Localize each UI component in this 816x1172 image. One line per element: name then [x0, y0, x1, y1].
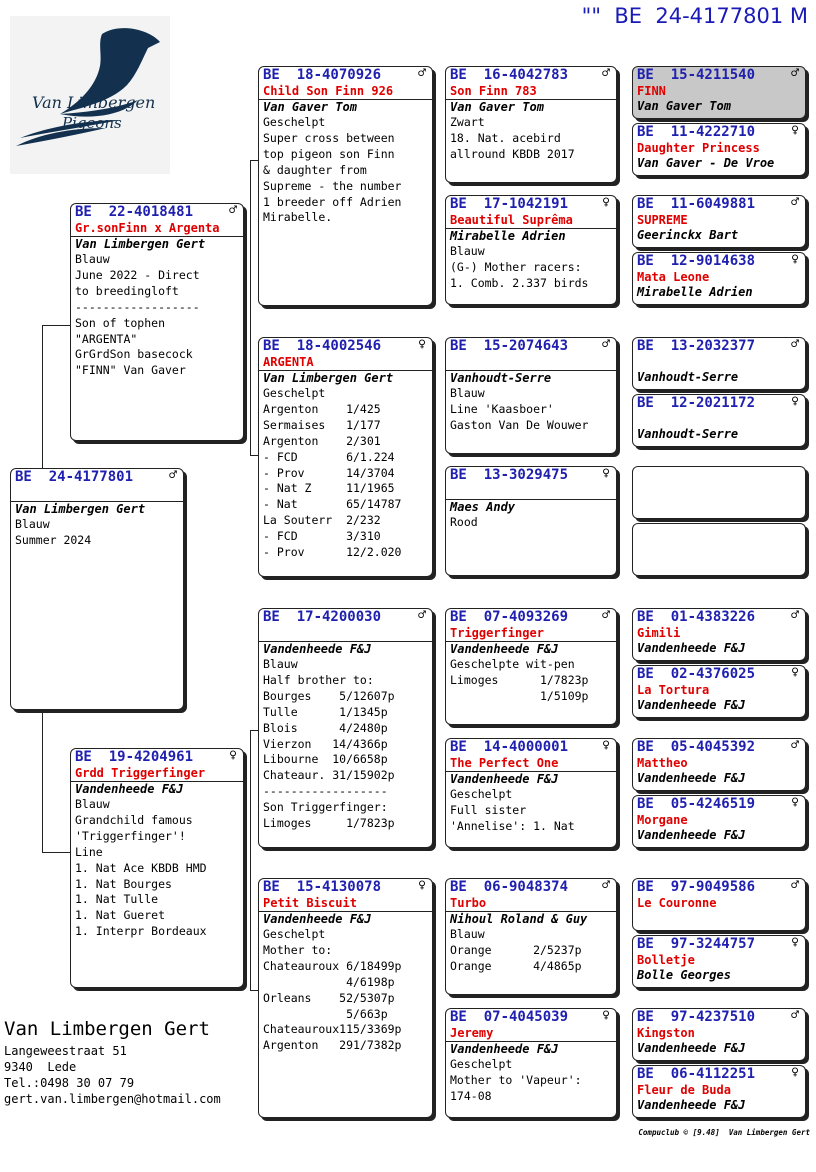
male-icon: ♂ [602, 878, 610, 893]
owner: Mirabelle Adrien [637, 285, 753, 299]
pigeon-info: Blauw Line 'Kaasboer' Gaston Van De Wouwer [450, 386, 589, 432]
pigeon-logo-icon [10, 16, 170, 174]
pigeon-name: Fleur de Buda [637, 1083, 731, 1097]
pigeon-name: Mattheo [637, 756, 688, 770]
pigeon-card-gen3-7[interactable] [445, 878, 617, 995]
pigeon-name: Grdd Triggerfinger [71, 766, 243, 782]
owner: Vandenheede F&J [450, 642, 559, 656]
connector [250, 730, 258, 731]
ring-number: BE 12-2021172 ♀ [637, 394, 799, 411]
owner: Van Limbergen Gert [15, 502, 146, 516]
owner: Vanhoudt-Serre [637, 427, 739, 441]
ring-number: BE 11-4222710 ♀ [637, 123, 799, 140]
pigeon-name: Mata Leone [637, 270, 710, 284]
connector [42, 325, 43, 468]
pigeon-info: Geschelpt Full sister 'Annelise': 1. Nat [450, 787, 575, 833]
pigeon-name [633, 412, 805, 427]
owner: Vandenheede F&J [450, 772, 559, 786]
pigeon-info: Blauw Grandchild famous 'Triggerfinger'! Line 1. Nat Ace KBDB HMD 1. Nat Bourges 1. Nat Tulle 1. Nat Gueret 1. Interpr Bordeaux [75, 797, 207, 939]
ring-number: BE 01-4383226 ♂ [637, 608, 799, 625]
ring-number: BE 06-9048374 ♂ [450, 878, 610, 895]
pigeon-card-gen4-16[interactable] [632, 1065, 806, 1118]
pigeon-name: Son Finn 783 [446, 84, 616, 100]
ring-number: BE 02-4376025 ♀ [637, 665, 799, 682]
pigeon-card-gen4-12[interactable] [632, 795, 806, 848]
male-icon: ♂ [602, 66, 610, 81]
ring-number: BE 18-4070926 ♂ [263, 66, 426, 83]
pigeon-card-gen4-15[interactable] [632, 1008, 806, 1061]
pigeon-name: Jeremy [446, 1026, 616, 1042]
connector [42, 325, 70, 326]
connector [250, 730, 251, 990]
connector [250, 160, 251, 455]
male-icon: ♂ [791, 66, 799, 81]
pigeon-info: Blauw Orange 2/5237p Orange 4/4865p [450, 927, 582, 973]
pigeon-card-gen4-11[interactable] [632, 738, 806, 791]
owner: Nihoul Roland & Guy [450, 912, 588, 926]
pigeon-info: Geschelpt Super cross between top pigeon son Finn & daughter from Supreme - the number 1 breeder off Adrien Mirabelle. [263, 115, 402, 225]
pigeon-card-dam-sire[interactable] [258, 608, 433, 848]
pigeon-name: Le Couronne [637, 896, 717, 910]
pigeon-card-gen4-2[interactable] [632, 123, 806, 176]
owner: Vandenheede F&J [637, 1098, 746, 1112]
pigeon-card-subject[interactable] [10, 468, 184, 710]
female-icon: ♀ [602, 195, 610, 210]
pigeon-name [633, 355, 805, 370]
pigeon-card-dam-dam[interactable] [258, 878, 433, 1118]
pigeon-name: Beautiful Suprêma [446, 213, 616, 229]
owner: Van Limbergen Gert [263, 371, 394, 385]
owner: Vandenheede F&J [637, 1041, 746, 1055]
pigeon-info: Rood [450, 515, 478, 529]
pigeon-info: Geschelpte wit-pen Limoges 1/7823p 1/5109p [450, 657, 589, 703]
pigeon-card-gen3-4[interactable] [445, 466, 617, 576]
owner: Bolle Georges [637, 968, 731, 982]
male-icon: ♂ [791, 337, 799, 352]
ring-number: BE 19-4204961 ♀ [75, 748, 237, 765]
pigeon-name: Gr.sonFinn x Argenta [71, 221, 243, 237]
female-icon: ♀ [791, 795, 799, 810]
female-icon: ♀ [791, 935, 799, 950]
male-icon: ♂ [791, 878, 799, 893]
pigeon-name: Daughter Princess [637, 141, 760, 155]
pigeon-card-sire[interactable] [70, 203, 244, 441]
female-icon: ♀ [602, 738, 610, 753]
connector [250, 160, 258, 161]
pigeon-name: Gimili [637, 626, 681, 640]
ring-number: BE 06-4112251 ♀ [637, 1065, 799, 1082]
female-icon: ♀ [791, 1065, 799, 1080]
female-icon: ♀ [602, 1008, 610, 1023]
ring-number: BE 14-4000001 ♀ [450, 738, 610, 755]
svg-text:Van Limbergen: Van Limbergen [32, 93, 156, 112]
owner: Van Gaver - De Vroe [637, 156, 775, 170]
connector [42, 852, 70, 853]
female-icon: ♀ [418, 337, 426, 352]
owner: Vandenheede F&J [637, 828, 746, 842]
owner: Van Limbergen Gert [75, 237, 206, 251]
female-icon: ♀ [791, 123, 799, 138]
pigeon-name [11, 486, 183, 502]
pigeon-name [259, 626, 432, 642]
connector [250, 455, 258, 456]
pigeon-card-gen4-3[interactable] [632, 195, 806, 248]
owner: Vandenheede F&J [263, 642, 372, 656]
ring-number: BE 15-4211540 ♂ [637, 66, 799, 83]
pigeon-card-gen4-1[interactable] [632, 66, 806, 119]
pigeon-info: Blauw (G-) Mother racers: 1. Comb. 2.337 birds [450, 244, 589, 290]
pigeon-info: Blauw Half brother to: Bourges 5/12607p Tulle 1/1345p Blois 4/2480p Vierzon 14/4366p Libourne 10/6658p Chateaur. 31/15902p ------------------ Son Triggerfinger: Limoges 1/7823p [263, 657, 395, 831]
pigeon-name: Child Son Finn 926 [259, 84, 432, 100]
ring-number: BE 22-4018481 ♂ [75, 203, 237, 220]
male-icon: ♂ [791, 1008, 799, 1023]
pigeon-name [446, 355, 616, 371]
owner: Vanhoudt-Serre [450, 371, 552, 385]
male-icon: ♂ [418, 66, 426, 81]
owner: Vandenheede F&J [75, 782, 184, 796]
pigeon-card-gen4-5[interactable] [632, 337, 806, 390]
ring-number: BE 12-9014638 ♀ [637, 252, 799, 269]
ring-number: BE 16-4042783 ♂ [450, 66, 610, 83]
ring-number: BE 18-4002546 ♀ [263, 337, 426, 354]
pigeon-card-gen4-7-empty[interactable] [632, 466, 806, 519]
owner: Mirabelle Adrien [450, 229, 566, 243]
ring-number: BE 17-4200030 ♂ [263, 608, 426, 625]
male-icon: ♂ [169, 468, 177, 483]
software-credit: Compuclub © [9.48] Van Limbergen Gert [638, 1128, 810, 1137]
pigeon-name: Turbo [446, 896, 616, 912]
pigeon-info: Geschelpt Mother to 'Vapeur': 174-08 [450, 1057, 582, 1103]
pigeon-info: Blauw Summer 2024 [15, 517, 92, 547]
pigeon-name: Bolletje [637, 953, 695, 967]
pigeon-card-gen4-10[interactable] [632, 665, 806, 718]
pigeon-card-gen3-5[interactable] [445, 608, 617, 725]
pigeon-card-gen3-1[interactable] [445, 66, 617, 183]
male-icon: ♂ [602, 337, 610, 352]
ring-number: BE 05-4246519 ♀ [637, 795, 799, 812]
pigeon-name: Triggerfinger [446, 626, 616, 642]
connector [250, 990, 258, 991]
pigeon-name: ARGENTA [259, 355, 432, 371]
ring-number: BE 07-4045039 ♀ [450, 1008, 610, 1025]
pigeon-name: Kingston [637, 1026, 695, 1040]
pigeon-name: Petit Biscuit [259, 896, 432, 912]
pigeon-card-gen4-4[interactable] [632, 252, 806, 305]
logo [10, 16, 170, 174]
pigeon-name: The Perfect One [446, 756, 616, 772]
male-icon: ♂ [791, 608, 799, 623]
pigeon-card-gen4-6[interactable] [632, 394, 806, 447]
owner: Vandenheede F&J [637, 698, 746, 712]
breeder-name: Van Limbergen Gert [4, 1018, 210, 1040]
female-icon: ♀ [791, 665, 799, 680]
female-icon: ♀ [791, 252, 799, 267]
pigeon-name: FINN [637, 84, 666, 98]
female-icon: ♀ [229, 748, 237, 763]
ring-number: BE 97-3244757 ♀ [637, 935, 799, 952]
pigeon-info: Geschelpt Mother to: Chateauroux 6/18499p 4/6198p Orleans 52/5307p 5/663p Chateauroux115/3369p Argenton 291/7382p [263, 927, 402, 1053]
pigeon-card-dam[interactable] [70, 748, 244, 988]
pigeon-card-gen4-8-empty[interactable] [632, 523, 806, 576]
male-icon: ♂ [418, 608, 426, 623]
ring-number: BE 07-4093269 ♂ [450, 608, 610, 625]
pedigree-title: "" BE 24-4177801 M [581, 4, 808, 28]
pigeon-card-gen4-13[interactable] [632, 878, 806, 931]
pigeon-card-gen3-3[interactable] [445, 337, 617, 454]
male-icon: ♂ [791, 738, 799, 753]
owner: Van Gaver Tom [637, 99, 731, 113]
pigeon-card-gen3-2[interactable] [445, 195, 617, 305]
pigeon-info: Zwart 18. Nat. acebird allround KBDB 2017 [450, 115, 575, 161]
male-icon: ♂ [791, 195, 799, 210]
owner: Vandenheede F&J [637, 771, 746, 785]
female-icon: ♀ [602, 466, 610, 481]
ring-number: BE 15-2074643 ♂ [450, 337, 610, 354]
pigeon-card-gen4-14[interactable] [632, 935, 806, 988]
pigeon-name [446, 484, 616, 500]
breeder-address: Langeweestraat 51 [4, 1044, 127, 1058]
pigeon-name: La Tortura [637, 683, 710, 697]
pigeon-card-gen4-9[interactable] [632, 608, 806, 661]
pigeon-card-sire-sire[interactable] [258, 66, 433, 306]
ring-number: BE 13-2032377 ♂ [637, 337, 799, 354]
ring-number: BE 97-9049586 ♂ [637, 878, 799, 895]
pigeon-card-gen3-8[interactable] [445, 1008, 617, 1118]
owner: Geerinckx Bart [637, 228, 739, 242]
owner: Vanhoudt-Serre [637, 370, 739, 384]
ring-number: BE 24-4177801 ♂ [15, 468, 177, 485]
ring-number: BE 97-4237510 ♂ [637, 1008, 799, 1025]
pigeon-info: Blauw June 2022 - Direct to breedingloft ------------------ Son of tophen "ARGENTA" GrGrdSon basecock "FINN" Van Gaver [75, 252, 200, 378]
breeder-city: 9340 Lede [4, 1060, 77, 1074]
pigeon-name: Morgane [637, 813, 688, 827]
pigeon-name: SUPREME [637, 213, 688, 227]
connector [42, 710, 43, 852]
pigeon-card-sire-dam[interactable] [258, 337, 433, 577]
male-icon: ♂ [229, 203, 237, 218]
ring-number: BE 17-1042191 ♀ [450, 195, 610, 212]
pigeon-card-gen3-6[interactable] [445, 738, 617, 848]
male-icon: ♂ [602, 608, 610, 623]
owner: Van Gaver Tom [263, 100, 357, 114]
ring-number: BE 05-4045392 ♂ [637, 738, 799, 755]
owner: Vandenheede F&J [450, 1042, 559, 1056]
ring-number: BE 11-6049881 ♂ [637, 195, 799, 212]
pigeon-info: Geschelpt Argenton 1/425 Sermaises 1/177 Argenton 2/301 - FCD 6/1.224 - Prov 14/3704 - Nat Z 11/1965 - Nat 65/14787 La Souterr 2/232 - FCD 3/310 - Prov 12/2.020 [263, 386, 402, 560]
owner: Vandenheede F&J [637, 641, 746, 655]
svg-text:Pigeons: Pigeons [62, 114, 122, 132]
owner: Van Gaver Tom [450, 100, 544, 114]
female-icon: ♀ [791, 394, 799, 409]
female-icon: ♀ [418, 878, 426, 893]
breeder-phone: Tel.:0498 30 07 79 [4, 1076, 135, 1090]
ring-number: BE 15-4130078 ♀ [263, 878, 426, 895]
ring-number: BE 13-3029475 ♀ [450, 466, 610, 483]
owner: Vandenheede F&J [263, 912, 372, 926]
owner: Maes Andy [450, 500, 516, 514]
breeder-email[interactable]: gert.van.limbergen@hotmail.com [4, 1092, 221, 1106]
